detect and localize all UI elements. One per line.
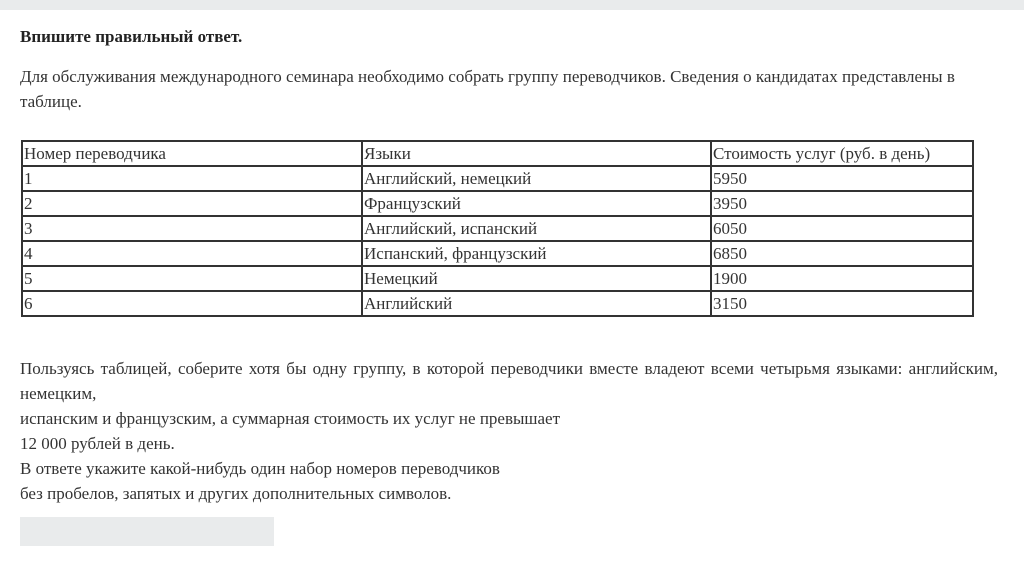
cell-cost: 3150 — [711, 291, 973, 316]
cell-languages: Английский — [362, 291, 711, 316]
cell-cost: 6850 — [711, 241, 973, 266]
table-row — [22, 291, 973, 316]
task-line-2: испанским и французским, а суммарная стоимость их услуг не превышает — [20, 409, 561, 428]
cell-number: 1 — [22, 166, 362, 191]
cell-number: 3 — [22, 216, 362, 241]
table-row — [22, 166, 973, 191]
question-content — [20, 26, 1000, 503]
cell-number: 6 — [22, 291, 362, 316]
table-row — [22, 266, 973, 291]
header-cost: Стоимость услуг (руб. в день) — [711, 141, 973, 166]
table-row — [22, 241, 973, 266]
table-row — [22, 216, 973, 241]
task-line-5: без пробелов, запятых и других дополнительных символов. — [20, 484, 452, 503]
cell-languages: Английский, немецкий — [362, 166, 711, 191]
task-text — [20, 356, 998, 506]
table-header-row — [22, 141, 973, 166]
cell-languages: Английский, испанский — [362, 216, 711, 241]
cell-cost: 1900 — [711, 266, 973, 291]
cell-number: 4 — [22, 241, 362, 266]
task-line-4: В ответе укажите какой-нибудь один набор номеров переводчиков — [20, 459, 500, 478]
cell-languages: Немецкий — [362, 266, 711, 291]
cell-languages: Испанский, французский — [362, 241, 711, 266]
header-number: Номер переводчика — [22, 141, 362, 166]
cell-cost: 6050 — [711, 216, 973, 241]
table-row — [22, 191, 973, 216]
question-intro: Для обслуживания международного семинара необходимо собрать группу переводчиков. Сведения о кандидатах представлены в таблице. — [20, 67, 955, 111]
cell-number: 2 — [22, 191, 362, 216]
top-bar — [0, 0, 1024, 10]
question-instruction: Впишите правильный ответ. — [20, 27, 243, 46]
task-line-3: 12 000 рублей в день. — [20, 434, 175, 453]
task-line-1: Пользуясь таблицей, соберите хотя бы одну группу, в которой переводчики вместе владеют всеми четырьмя языками: английским, немецким, — [20, 359, 998, 403]
cell-languages: Французский — [362, 191, 711, 216]
answer-input[interactable] — [20, 517, 274, 546]
cell-cost: 5950 — [711, 166, 973, 191]
translators-table — [21, 140, 974, 317]
cell-number: 5 — [22, 266, 362, 291]
cell-cost: 3950 — [711, 191, 973, 216]
header-languages: Языки — [362, 141, 711, 166]
